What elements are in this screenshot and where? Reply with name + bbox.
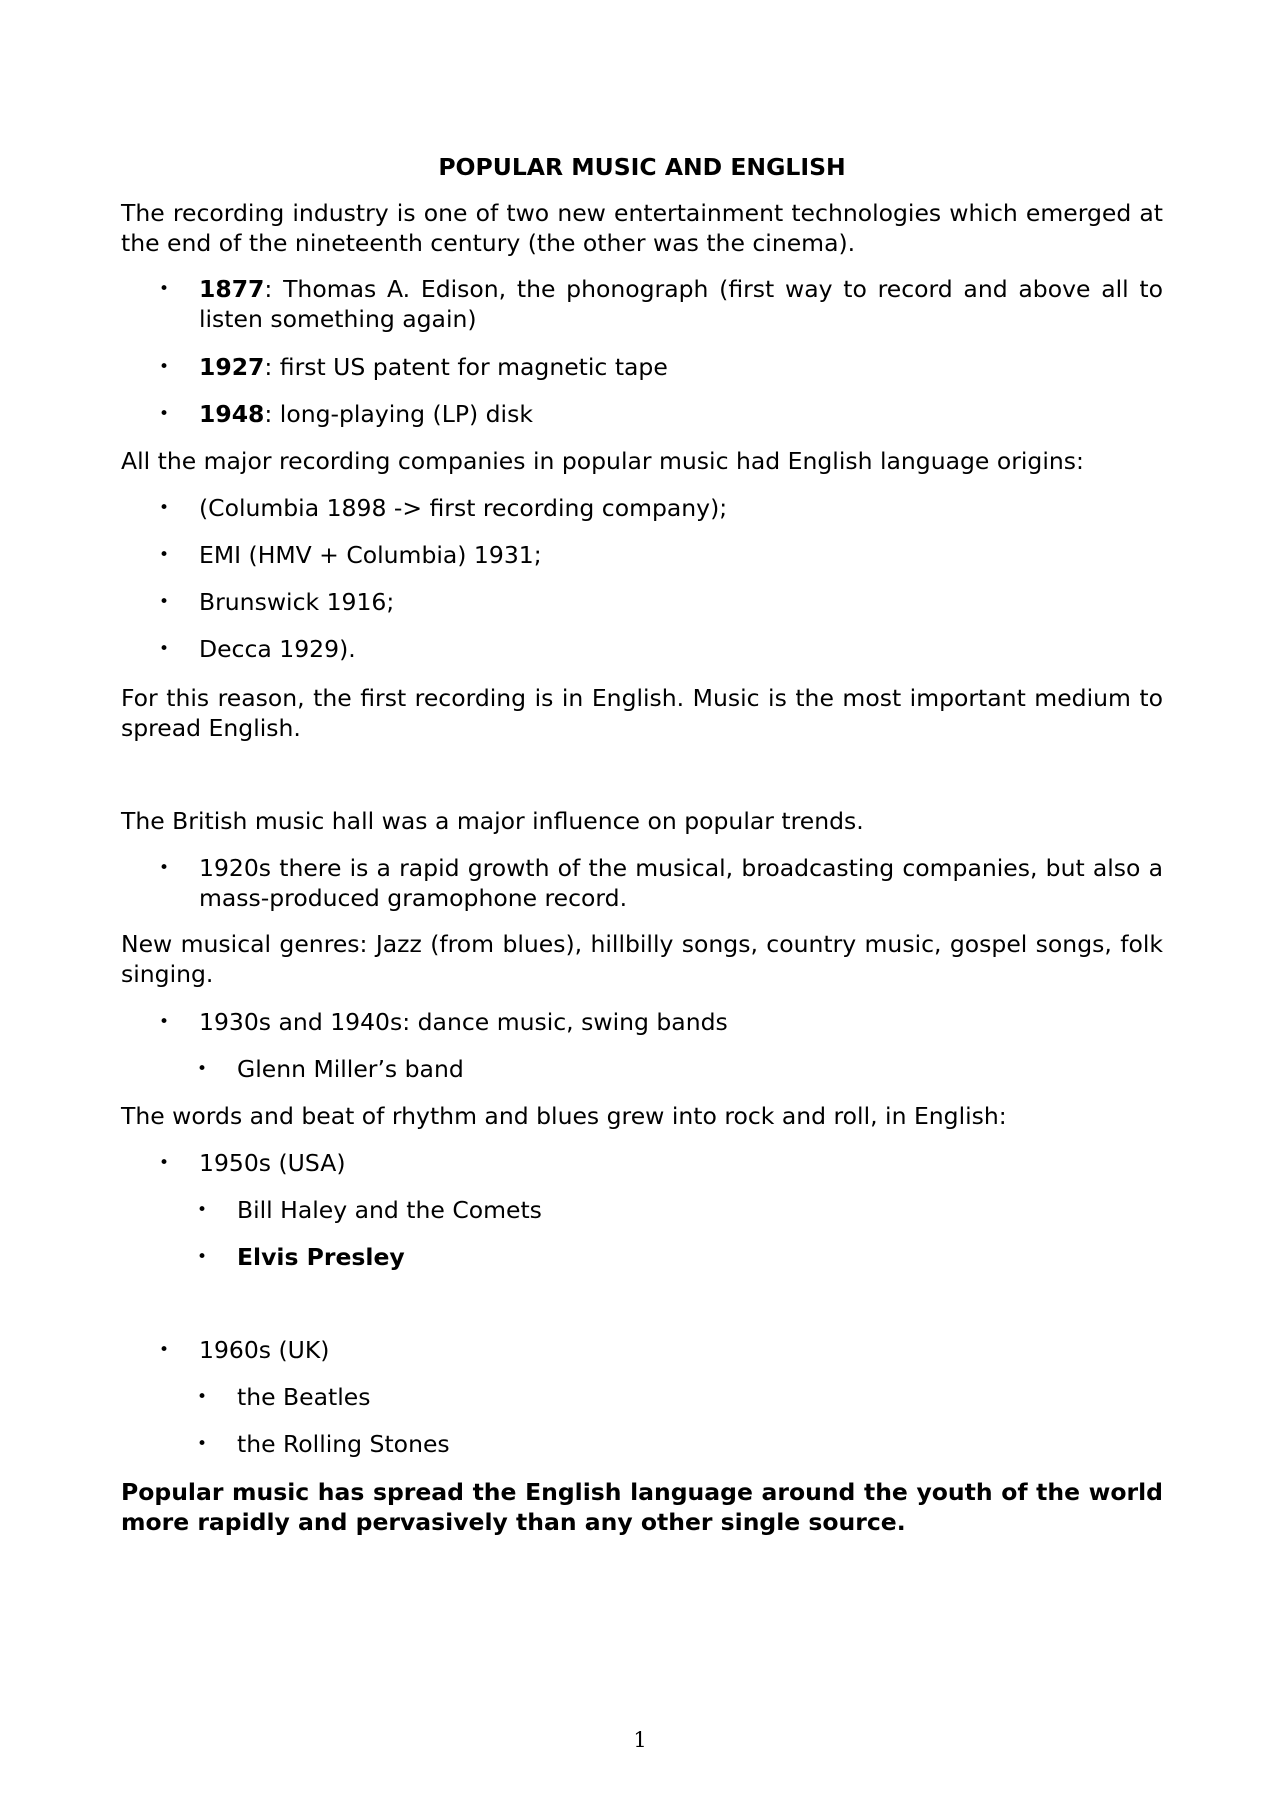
- growth-1920s-item: • 1920s there is a rapid growth of the musical, broadcasting companies, but also a mass-produced gramophone record.: [159, 854, 1163, 912]
- reason-paragraph: For this reason, the first recording is in English. Music is the most important medium to spread English.: [121, 684, 1163, 742]
- timeline-item-1877: [159, 274, 1163, 334]
- bullet-icon: •: [159, 639, 170, 659]
- artist-item-elvis: • Elvis Presley: [197, 1243, 405, 1271]
- artist-item: • the Beatles: [197, 1383, 371, 1411]
- bullet-icon: •: [197, 1200, 208, 1220]
- timeline-year: 1948: [199, 400, 265, 428]
- bullet-icon: •: [159, 1340, 170, 1360]
- bullet-icon: •: [197, 1434, 208, 1454]
- bullet-icon: •: [159, 498, 170, 518]
- timeline-item-1948: [159, 399, 1163, 429]
- companies-intro: All the major recording companies in popular music had English language origins:: [121, 447, 1084, 475]
- uk-1960s-item: • 1960s (UK): [159, 1336, 330, 1364]
- intro-paragraph: The recording industry is one of two new entertainment technologies which emerged at the end of the nineteenth century (the other was the cinema).: [121, 199, 1163, 257]
- music-hall-paragraph: The British music hall was a major influence on popular trends.: [121, 807, 864, 835]
- usa-1950s-item: • 1950s (USA): [159, 1149, 346, 1177]
- bullet-icon: •: [159, 279, 170, 299]
- bullet-icon: •: [159, 404, 170, 424]
- glenn-miller-item: • Glenn Miller’s band: [197, 1055, 464, 1083]
- timeline-year: 1877: [199, 275, 265, 303]
- timeline-text: : Thomas A. Edison, the phonograph (first way to record and above all to listen something again): [199, 275, 1163, 333]
- conclusion-paragraph: Popular music has spread the English language around the youth of the world more rapidly and pervasively than any other single source.: [121, 1478, 1163, 1536]
- bullet-icon: •: [159, 858, 170, 878]
- page-number: 1: [633, 1728, 647, 1752]
- bullet-icon: •: [197, 1387, 208, 1407]
- artist-item: • Bill Haley and the Comets: [197, 1196, 542, 1224]
- bullet-icon: •: [197, 1247, 208, 1267]
- bullet-icon: •: [159, 592, 170, 612]
- company-item: • EMI (HMV + Columbia) 1931;: [159, 541, 542, 569]
- timeline-item-1927: [159, 352, 1163, 382]
- company-item: • Brunswick 1916;: [159, 588, 395, 616]
- dance-1930s-item: • 1930s and 1940s: dance music, swing bands: [159, 1008, 728, 1036]
- company-item: • (Columbia 1898 -> first recording company);: [159, 494, 728, 522]
- bullet-icon: •: [159, 1012, 170, 1032]
- bullet-icon: •: [159, 1153, 170, 1173]
- timeline-text: : long-playing (LP) disk: [264, 400, 533, 428]
- genres-paragraph: New musical genres: Jazz (from blues), hillbilly songs, country music, gospel songs, folk singing.: [121, 930, 1163, 988]
- artist-item: • the Rolling Stones: [197, 1430, 450, 1458]
- page-title: POPULAR MUSIC AND ENGLISH: [438, 153, 846, 181]
- bullet-icon: •: [197, 1059, 208, 1079]
- timeline-year: 1927: [199, 353, 265, 381]
- timeline-text: : first US patent for magnetic tape: [264, 353, 668, 381]
- bullet-icon: •: [159, 357, 170, 377]
- bullet-icon: •: [159, 545, 170, 565]
- company-item: • Decca 1929).: [159, 635, 356, 663]
- rock-intro-paragraph: The words and beat of rhythm and blues grew into rock and roll, in English:: [121, 1102, 1007, 1130]
